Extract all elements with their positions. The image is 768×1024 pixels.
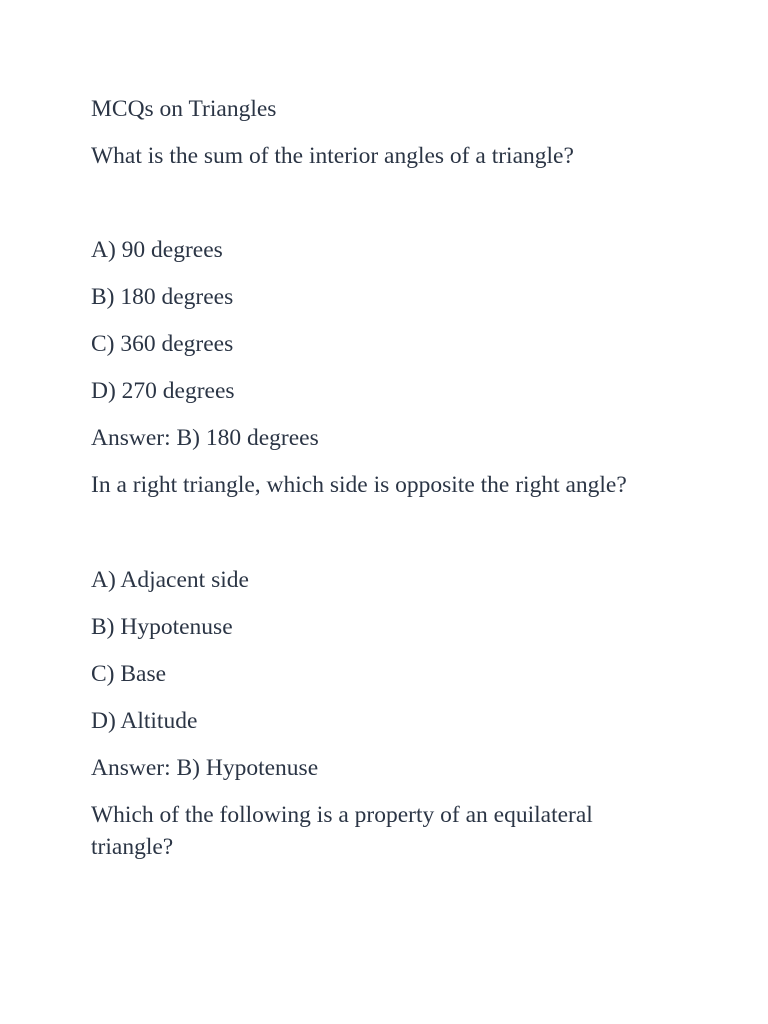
question-2-text: In a right triangle, which side is opposite the right angle? (91, 472, 627, 498)
question-1-option-b: B) 180 degrees (91, 284, 234, 310)
question-2-answer: Answer: B) Hypotenuse (91, 755, 319, 781)
question-1-answer: Answer: B) 180 degrees (91, 425, 319, 451)
question-1-option-c: C) 360 degrees (91, 331, 234, 357)
question-2-option-c: C) Base (91, 661, 167, 687)
question-1-option-d: D) 270 degrees (91, 378, 235, 404)
question-3-text: Which of the following is a property of an equilateral triangle? (91, 802, 593, 860)
question-2-option-b: B) Hypotenuse (91, 614, 233, 640)
page-title: MCQs on Triangles (91, 96, 277, 122)
question-1-text: What is the sum of the interior angles of a triangle? (91, 143, 574, 169)
question-2-option-a: A) Adjacent side (91, 567, 249, 593)
question-2-option-d: D) Altitude (91, 708, 198, 734)
question-1-option-a: A) 90 degrees (91, 237, 223, 263)
